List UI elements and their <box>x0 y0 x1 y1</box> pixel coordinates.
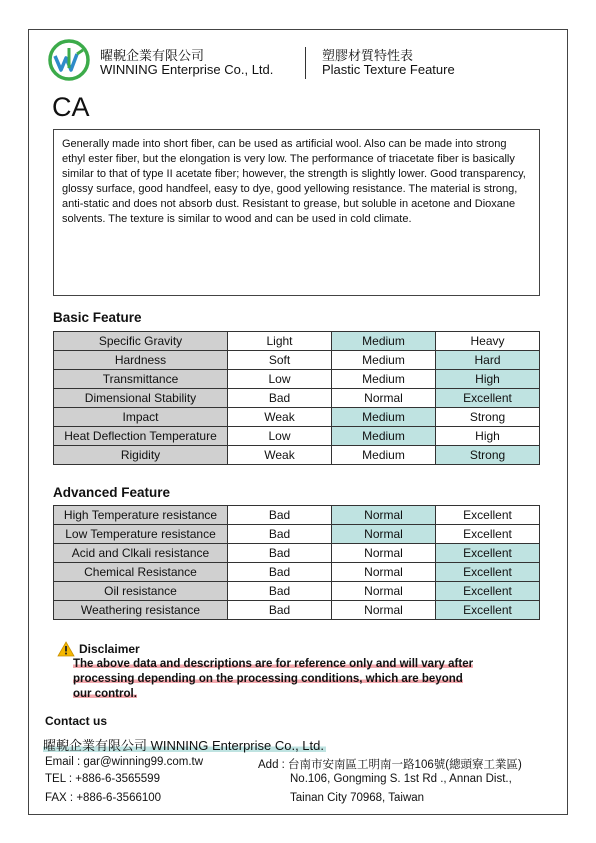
feature-name: Impact <box>54 408 228 427</box>
contact-fax: FAX : +886-6-3566100 <box>45 792 162 804</box>
feature-row <box>54 544 540 563</box>
disclaimer-line: processing depending on the processing conditions, which are beyond <box>73 673 463 685</box>
feature-level: Light <box>228 332 332 351</box>
header-divider <box>305 47 306 79</box>
feature-level-selected: Medium <box>332 332 436 351</box>
feature-level-selected: Strong <box>436 446 540 465</box>
feature-row <box>54 332 540 351</box>
contact-phone: TEL : +886-6-3565599 <box>45 773 160 785</box>
basic-feature-table <box>53 331 540 465</box>
feature-level: Bad <box>228 601 332 620</box>
feature-level: Normal <box>332 563 436 582</box>
feature-level: Medium <box>332 446 436 465</box>
feature-level: Low <box>228 370 332 389</box>
advanced-feature-table <box>53 505 540 620</box>
disclaimer-title: Disclaimer <box>79 642 140 656</box>
feature-level: Bad <box>228 506 332 525</box>
feature-level: Medium <box>332 351 436 370</box>
material-code: CA <box>52 92 90 122</box>
description-box: Generally made into short fiber, can be used as artificial wool. Also can be made into strong ethyl ester fiber, but the elongation is very low. The performance of triacetate fiber is basically similar to that of type II acetate fiber; however, the strength is slightly lower. Good transparency, glossy surface, good handfeel, easy to dye, good yellowing resistance. The material is strong, anti-static and does not absorb dust. Resistant to grease, but soluble in acetone and Dioxane solvents. The texture is similar to wood and can be used in cold climate. <box>53 129 540 296</box>
feature-row <box>54 351 540 370</box>
feature-row <box>54 408 540 427</box>
feature-level: Heavy <box>436 332 540 351</box>
contact-address-line1: No.106, Gongming S. 1st Rd ., Annan Dist., <box>290 773 512 785</box>
feature-level-selected: High <box>436 370 540 389</box>
feature-level: Weak <box>228 446 332 465</box>
feature-level: High <box>436 427 540 446</box>
feature-level-selected: Medium <box>332 427 436 446</box>
feature-row <box>54 427 540 446</box>
feature-level: Normal <box>332 544 436 563</box>
doc-title-zh: 塑膠材質特性表 <box>322 48 414 63</box>
feature-level-selected: Excellent <box>436 582 540 601</box>
feature-level: Normal <box>332 389 436 408</box>
contact-address-line2: Tainan City 70968, Taiwan <box>290 792 425 804</box>
feature-level-selected: Excellent <box>436 389 540 408</box>
feature-level: Bad <box>228 563 332 582</box>
feature-name: Chemical Resistance <box>54 563 228 582</box>
feature-row <box>54 601 540 620</box>
feature-level-selected: Medium <box>332 408 436 427</box>
warning-icon <box>57 641 75 657</box>
feature-name: Acid and Clkali resistance <box>54 544 228 563</box>
feature-name: Hardness <box>54 351 228 370</box>
feature-level-selected: Hard <box>436 351 540 370</box>
feature-level: Strong <box>436 408 540 427</box>
feature-name: Heat Deflection Temperature <box>54 427 228 446</box>
disclaimer-text <box>73 657 523 702</box>
feature-name: Specific Gravity <box>54 332 228 351</box>
basic-feature-heading: Basic Feature <box>53 310 142 325</box>
feature-level: Bad <box>228 389 332 408</box>
feature-level: Bad <box>228 582 332 601</box>
contact-company: 曜輗企業有限公司 WINNING Enterprise Co., Ltd. <box>43 735 326 754</box>
advanced-feature-heading: Advanced Feature <box>53 485 171 500</box>
feature-name: Low Temperature resistance <box>54 525 228 544</box>
feature-row <box>54 370 540 389</box>
company-name-zh: 曜輗企業有限公司 <box>100 48 205 63</box>
feature-level: Soft <box>228 351 332 370</box>
company-name-en: WINNING Enterprise Co., Ltd. <box>100 62 274 77</box>
feature-level: Medium <box>332 370 436 389</box>
contact-address-zh: Add : 台南市安南區工明南一路106號(總頭寮工業區) <box>258 759 522 771</box>
feature-name: Rigidity <box>54 446 228 465</box>
feature-name: Weathering resistance <box>54 601 228 620</box>
contact-email[interactable]: Email : gar@winning99.com.tw <box>45 756 204 768</box>
feature-row <box>54 525 540 544</box>
feature-level-selected: Normal <box>332 506 436 525</box>
feature-level-selected: Excellent <box>436 601 540 620</box>
disclaimer-line: our control. <box>73 688 137 700</box>
feature-name: Oil resistance <box>54 582 228 601</box>
doc-title-en: Plastic Texture Feature <box>322 62 455 77</box>
feature-level: Weak <box>228 408 332 427</box>
feature-row <box>54 506 540 525</box>
winning-logo-icon <box>47 38 91 82</box>
feature-row <box>54 389 540 408</box>
feature-level: Excellent <box>436 525 540 544</box>
feature-level: Bad <box>228 544 332 563</box>
feature-row <box>54 582 540 601</box>
feature-name: Transmittance <box>54 370 228 389</box>
feature-level: Bad <box>228 525 332 544</box>
feature-level: Normal <box>332 582 436 601</box>
contact-heading: Contact us <box>45 714 108 728</box>
disclaimer-line: The above data and descriptions are for reference only and will vary after <box>73 658 474 670</box>
feature-level: Excellent <box>436 506 540 525</box>
feature-row <box>54 446 540 465</box>
feature-level-selected: Excellent <box>436 563 540 582</box>
feature-level: Low <box>228 427 332 446</box>
feature-name: High Temperature resistance <box>54 506 228 525</box>
feature-level-selected: Excellent <box>436 544 540 563</box>
feature-level: Normal <box>332 601 436 620</box>
feature-level-selected: Normal <box>332 525 436 544</box>
feature-name: Dimensional Stability <box>54 389 228 408</box>
feature-row <box>54 563 540 582</box>
